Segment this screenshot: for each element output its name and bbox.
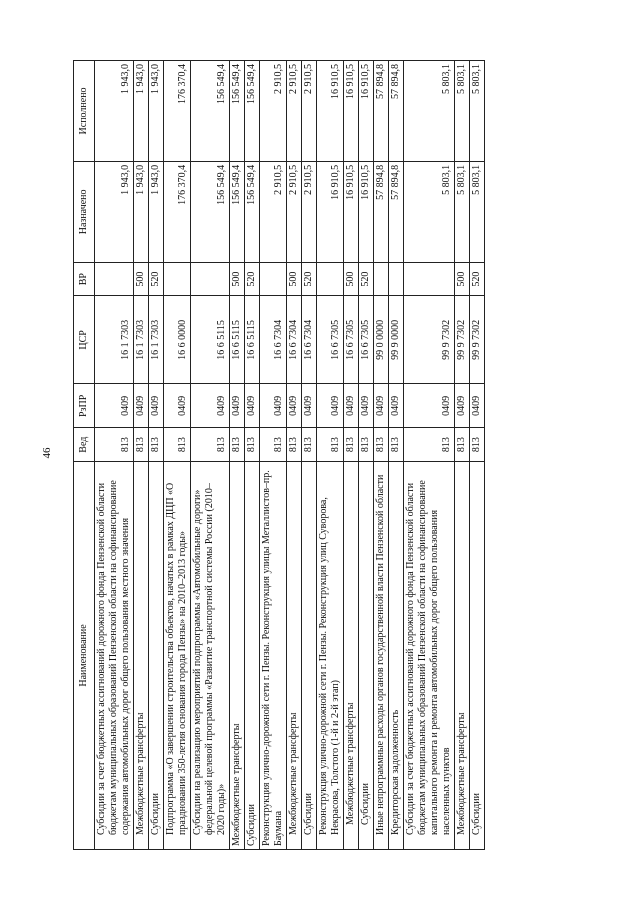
- cell-name: Субсидии за счет бюджетных ассигнований дорожного фонда Пензенской области бюджетам муниципальных образований Пензенской области на софинансирование содержания автомобильных дорог общего пользования местного значения: [95, 461, 134, 849]
- cell-executed: 16 910,5: [344, 61, 359, 162]
- cell-vr: 520: [302, 262, 317, 296]
- cell-name: Субсидии на реализацию мероприятий подпрограммы «Автомобильные дороги» федеральной целевой программы «Развитие транспортной системы России (2010–2020 годы)»: [191, 461, 230, 849]
- table-row: [260, 61, 287, 850]
- cell-rzpr: 0409: [374, 384, 389, 428]
- cell-executed: 2 910,5: [287, 61, 302, 162]
- table-header-row: [74, 61, 95, 850]
- cell-ved: 813: [230, 428, 245, 462]
- table-row: [359, 61, 374, 850]
- cell-csr: 16 6 7304: [260, 296, 287, 384]
- cell-ved: 813: [149, 428, 164, 462]
- cell-name: Межбюджетные трансферты: [134, 461, 149, 849]
- cell-name: Реконструкция улично-дорожной сети г. Пензы. Реконструкция улиц Суворова, Некрасова, Толстого (1-й и 2-й этап): [317, 461, 344, 849]
- cell-rzpr: 0409: [389, 384, 404, 428]
- header-vr: ВР: [74, 262, 95, 296]
- cell-vr: 520: [149, 262, 164, 296]
- cell-rzpr: 0409: [95, 384, 134, 428]
- cell-ved: 813: [134, 428, 149, 462]
- cell-ved: 813: [302, 428, 317, 462]
- cell-rzpr: 0409: [191, 384, 230, 428]
- cell-csr: 16 6 0000: [164, 296, 191, 384]
- cell-executed: 2 910,5: [260, 61, 287, 162]
- cell-executed: 16 910,5: [317, 61, 344, 162]
- cell-csr: 16 1 7303: [149, 296, 164, 384]
- cell-rzpr: 0409: [317, 384, 344, 428]
- cell-csr: 16 6 5115: [191, 296, 230, 384]
- page-number: 46: [41, 447, 53, 459]
- table-row: [191, 61, 230, 850]
- cell-ved: 813: [287, 428, 302, 462]
- cell-rzpr: 0409: [404, 384, 455, 428]
- cell-vr: 500: [344, 262, 359, 296]
- cell-csr: 16 1 7303: [134, 296, 149, 384]
- cell-ved: 813: [164, 428, 191, 462]
- cell-name: Межбюджетные трансферты: [287, 461, 302, 849]
- cell-name: Субсидии за счет бюджетных ассигнований дорожного фонда Пензенской области бюджетам муниципальных образований Пензенской области на софинансирование капитального ремонта и ремонта автомобильных дорог общего пользования населенных пунктов: [404, 461, 455, 849]
- cell-csr: 16 6 5115: [245, 296, 260, 384]
- cell-assigned: 16 910,5: [344, 161, 359, 262]
- table-row: [95, 61, 134, 850]
- cell-assigned: 1 943,0: [149, 161, 164, 262]
- cell-vr: 500: [230, 262, 245, 296]
- cell-csr: 99 9 7302: [455, 296, 470, 384]
- table-row: [245, 61, 260, 850]
- cell-name: Субсидии: [470, 461, 485, 849]
- cell-assigned: 57 894,8: [389, 161, 404, 262]
- cell-ved: 813: [455, 428, 470, 462]
- cell-assigned: 57 894,8: [374, 161, 389, 262]
- cell-name: Иные непрограммные расходы органов государственной власти Пензенской области: [374, 461, 389, 849]
- cell-vr: [389, 262, 404, 296]
- cell-ved: 813: [470, 428, 485, 462]
- header-rzpr: РзПР: [74, 384, 95, 428]
- cell-executed: 5 803,1: [404, 61, 455, 162]
- cell-csr: 16 6 7304: [287, 296, 302, 384]
- cell-rzpr: 0409: [149, 384, 164, 428]
- cell-name: Субсидии: [245, 461, 260, 849]
- table-row: [230, 61, 245, 850]
- cell-name: Субсидии: [302, 461, 317, 849]
- cell-executed: 5 803,1: [455, 61, 470, 162]
- cell-vr: [95, 262, 134, 296]
- cell-executed: 156 549,4: [230, 61, 245, 162]
- cell-executed: 1 943,0: [149, 61, 164, 162]
- header-ved: Вед: [74, 428, 95, 462]
- cell-rzpr: 0409: [134, 384, 149, 428]
- cell-executed: 16 910,5: [359, 61, 374, 162]
- cell-rzpr: 0409: [344, 384, 359, 428]
- cell-name: Субсидии: [359, 461, 374, 849]
- cell-executed: 5 803,1: [470, 61, 485, 162]
- cell-vr: 520: [359, 262, 374, 296]
- cell-assigned: 176 370,4: [164, 161, 191, 262]
- cell-ved: 813: [95, 428, 134, 462]
- cell-rzpr: 0409: [302, 384, 317, 428]
- cell-name: Подпрограмма «О завершении строительства объектов, начатых в рамках ДЦП «О праздновании 350-летия основания города Пензы» на 2010–2013 годы»: [164, 461, 191, 849]
- cell-name: Межбюджетные трансферты: [230, 461, 245, 849]
- cell-rzpr: 0409: [470, 384, 485, 428]
- cell-name: Межбюджетные трансферты: [455, 461, 470, 849]
- cell-name: Субсидии: [149, 461, 164, 849]
- cell-csr: 16 1 7303: [95, 296, 134, 384]
- cell-vr: [404, 262, 455, 296]
- cell-assigned: 5 803,1: [455, 161, 470, 262]
- cell-vr: 500: [455, 262, 470, 296]
- cell-name: Кредиторская задолженность: [389, 461, 404, 849]
- cell-executed: 2 910,5: [302, 61, 317, 162]
- cell-ved: 813: [389, 428, 404, 462]
- cell-csr: 16 6 5115: [230, 296, 245, 384]
- cell-assigned: 1 943,0: [95, 161, 134, 262]
- header-csr: ЦСР: [74, 296, 95, 384]
- cell-ved: 813: [359, 428, 374, 462]
- table-row: [344, 61, 359, 850]
- cell-vr: 500: [134, 262, 149, 296]
- cell-assigned: 156 549,4: [230, 161, 245, 262]
- cell-ved: 813: [344, 428, 359, 462]
- cell-assigned: 5 803,1: [470, 161, 485, 262]
- cell-assigned: 2 910,5: [260, 161, 287, 262]
- cell-executed: 156 549,4: [191, 61, 230, 162]
- cell-csr: 16 6 7305: [317, 296, 344, 384]
- cell-assigned: 16 910,5: [359, 161, 374, 262]
- cell-vr: 520: [245, 262, 260, 296]
- cell-vr: [374, 262, 389, 296]
- table-body: [95, 61, 485, 850]
- cell-csr: 99 9 7302: [404, 296, 455, 384]
- cell-rzpr: 0409: [260, 384, 287, 428]
- table-row: [455, 61, 470, 850]
- cell-csr: 99 9 7302: [470, 296, 485, 384]
- cell-assigned: 5 803,1: [404, 161, 455, 262]
- cell-csr: 99 9 0000: [389, 296, 404, 384]
- cell-vr: [191, 262, 230, 296]
- table-row: [287, 61, 302, 850]
- cell-executed: 57 894,8: [374, 61, 389, 162]
- table-row: [374, 61, 389, 850]
- cell-assigned: 156 549,4: [191, 161, 230, 262]
- cell-vr: [164, 262, 191, 296]
- cell-ved: 813: [191, 428, 230, 462]
- table-row: [470, 61, 485, 850]
- cell-assigned: 16 910,5: [317, 161, 344, 262]
- cell-csr: 99 0 0000: [374, 296, 389, 384]
- cell-rzpr: 0409: [455, 384, 470, 428]
- cell-rzpr: 0409: [287, 384, 302, 428]
- cell-ved: 813: [260, 428, 287, 462]
- header-assigned: Назначено: [74, 161, 95, 262]
- budget-table: [73, 60, 485, 850]
- cell-executed: 1 943,0: [95, 61, 134, 162]
- header-name: Наименование: [74, 461, 95, 849]
- table-row: [149, 61, 164, 850]
- cell-name: Межбюджетные трансферты: [344, 461, 359, 849]
- cell-assigned: 2 910,5: [302, 161, 317, 262]
- cell-executed: 57 894,8: [389, 61, 404, 162]
- cell-executed: 1 943,0: [134, 61, 149, 162]
- cell-ved: 813: [404, 428, 455, 462]
- cell-assigned: 1 943,0: [134, 161, 149, 262]
- cell-rzpr: 0409: [245, 384, 260, 428]
- cell-assigned: 156 549,4: [245, 161, 260, 262]
- cell-vr: 500: [287, 262, 302, 296]
- table-row: [404, 61, 455, 850]
- cell-rzpr: 0409: [359, 384, 374, 428]
- table-row: [134, 61, 149, 850]
- cell-vr: [317, 262, 344, 296]
- cell-executed: 156 549,4: [245, 61, 260, 162]
- cell-name: Реконструкция улично-дорожной сети г. Пензы. Реконструкция улицы Металлистов–пр. Баумана: [260, 461, 287, 849]
- table-row: [317, 61, 344, 850]
- header-executed: Исполнено: [74, 61, 95, 162]
- table-row: [302, 61, 317, 850]
- table-row: [164, 61, 191, 850]
- cell-assigned: 2 910,5: [287, 161, 302, 262]
- cell-csr: 16 6 7305: [359, 296, 374, 384]
- table-row: [389, 61, 404, 850]
- cell-rzpr: 0409: [164, 384, 191, 428]
- cell-csr: 16 6 7305: [344, 296, 359, 384]
- cell-rzpr: 0409: [230, 384, 245, 428]
- cell-executed: 176 370,4: [164, 61, 191, 162]
- rotated-page-content: [73, 60, 573, 850]
- cell-ved: 813: [374, 428, 389, 462]
- cell-csr: 16 6 7304: [302, 296, 317, 384]
- cell-vr: [260, 262, 287, 296]
- cell-vr: 520: [470, 262, 485, 296]
- cell-ved: 813: [317, 428, 344, 462]
- cell-ved: 813: [245, 428, 260, 462]
